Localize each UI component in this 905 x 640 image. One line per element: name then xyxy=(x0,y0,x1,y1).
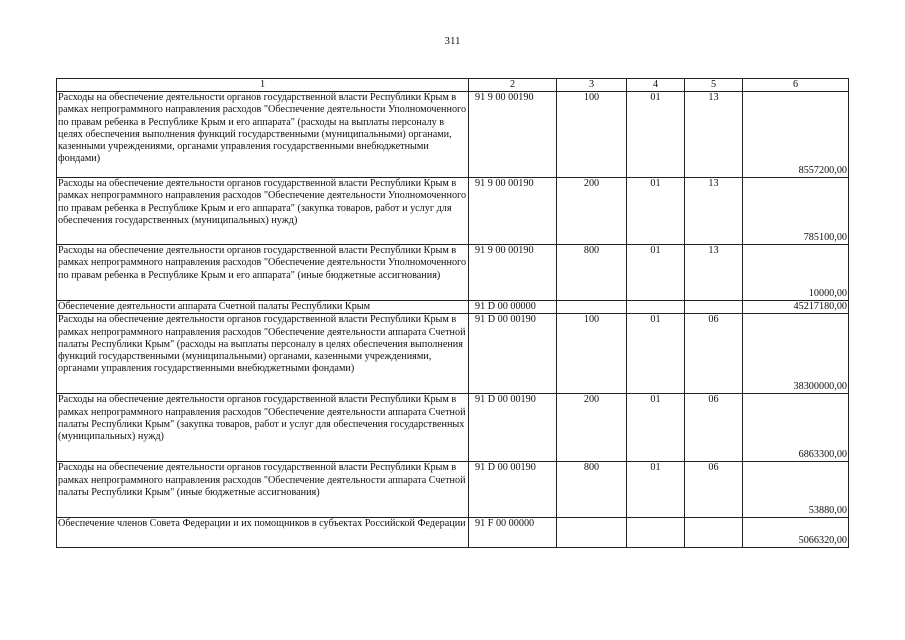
subsection-cell: 13 xyxy=(685,178,743,245)
target-code-cell: 91 D 00 00190 xyxy=(469,462,557,518)
header-cell: 1 xyxy=(57,79,469,92)
amount-cell: 10000,00 xyxy=(743,245,849,301)
section-cell: 01 xyxy=(627,462,685,518)
expense-type-cell xyxy=(557,301,627,314)
header-cell: 2 xyxy=(469,79,557,92)
table-row xyxy=(57,462,849,518)
target-code-cell: 91 D 00 00190 xyxy=(469,394,557,462)
header-cell: 6 xyxy=(743,79,849,92)
header-cell: 5 xyxy=(685,79,743,92)
target-code-cell: 91 9 00 00190 xyxy=(469,178,557,245)
target-code-cell: 91 9 00 00190 xyxy=(469,245,557,301)
amount-cell: 53880,00 xyxy=(743,462,849,518)
subsection-cell: 06 xyxy=(685,462,743,518)
section-cell: 01 xyxy=(627,178,685,245)
expense-name-cell: Обеспечение членов Совета Федерации и их помощников в субъектах Российской Федерации xyxy=(57,518,469,548)
amount-cell: 45217180,00 xyxy=(743,301,849,314)
target-code-cell: 91 D 00 00190 xyxy=(469,314,557,394)
table-header-row xyxy=(57,79,849,92)
expense-name-cell: Обеспечение деятельности аппарата Счетной палаты Республики Крым xyxy=(57,301,469,314)
table-row xyxy=(57,314,849,394)
expense-name-cell: Расходы на обеспечение деятельности органов государственной власти Республики Крым в рамках непрограммного направления расходов "Обеспечение деятельности аппарата Счетной палаты Республики Крым" (расходы на выплаты персоналу в целях обеспечения выполнения функций государственными (муниципальными) органами, казенными учреждениями, органами управления государственными внебюджетными фондами) xyxy=(57,314,469,394)
section-cell: 01 xyxy=(627,314,685,394)
section-cell: 01 xyxy=(627,92,685,178)
amount-cell: 785100,00 xyxy=(743,178,849,245)
budget-table xyxy=(56,78,849,548)
expense-name-cell: Расходы на обеспечение деятельности органов государственной власти Республики Крым в рамках непрограммного направления расходов "Обеспечение деятельности Уполномоченного по правам ребенка в Республике Крым и его аппарата" (закупка товаров, работ и услуг для обеспечения государственных (муниципальных) нужд) xyxy=(57,178,469,245)
expense-name-cell: Расходы на обеспечение деятельности органов государственной власти Республики Крым в рамках непрограммного направления расходов "Обеспечение деятельности аппарата Счетной палаты Республики Крым" (иные бюджетные ассигнования) xyxy=(57,462,469,518)
section-cell xyxy=(627,518,685,548)
amount-cell: 38300000,00 xyxy=(743,314,849,394)
section-cell xyxy=(627,301,685,314)
target-code-cell: 91 9 00 00190 xyxy=(469,92,557,178)
subsection-cell: 06 xyxy=(685,394,743,462)
expense-type-cell: 800 xyxy=(557,245,627,301)
amount-cell: 5066320,00 xyxy=(743,518,849,548)
subsection-cell: 06 xyxy=(685,314,743,394)
table-row xyxy=(57,301,849,314)
table-row xyxy=(57,178,849,245)
amount-cell: 8557200,00 xyxy=(743,92,849,178)
section-cell: 01 xyxy=(627,394,685,462)
expense-name-cell: Расходы на обеспечение деятельности органов государственной власти Республики Крым в рамках непрограммного направления расходов "Обеспечение деятельности Уполномоченного по правам ребенка в Республике Крым и его аппарата" (расходы на выплаты персоналу в целях обеспечения выполнения функций государственными (муниципальными) органами, казенными учреждениями, органами управления государственными внебюджетными фондами) xyxy=(57,92,469,178)
target-code-cell: 91 F 00 00000 xyxy=(469,518,557,548)
expense-type-cell: 100 xyxy=(557,314,627,394)
expense-type-cell: 200 xyxy=(557,394,627,462)
expense-type-cell: 200 xyxy=(557,178,627,245)
target-code-cell: 91 D 00 00000 xyxy=(469,301,557,314)
subsection-cell xyxy=(685,518,743,548)
table-row xyxy=(57,245,849,301)
table-row xyxy=(57,92,849,178)
subsection-cell xyxy=(685,301,743,314)
header-cell: 3 xyxy=(557,79,627,92)
expense-type-cell: 100 xyxy=(557,92,627,178)
section-cell: 01 xyxy=(627,245,685,301)
expense-type-cell xyxy=(557,518,627,548)
expense-name-cell: Расходы на обеспечение деятельности органов государственной власти Республики Крым в рамках непрограммного направления расходов "Обеспечение деятельности Уполномоченного по правам ребенка в Республике Крым и его аппарата" (иные бюджетные ассигнования) xyxy=(57,245,469,301)
table-row xyxy=(57,518,849,548)
subsection-cell: 13 xyxy=(685,92,743,178)
expense-type-cell: 800 xyxy=(557,462,627,518)
table-row xyxy=(57,394,849,462)
amount-cell: 6863300,00 xyxy=(743,394,849,462)
expense-name-cell: Расходы на обеспечение деятельности органов государственной власти Республики Крым в рамках непрограммного направления расходов "Обеспечение деятельности аппарата Счетной палаты Республики Крым" (закупка товаров, работ и услуг для обеспечения государственных (муниципальных) нужд) xyxy=(57,394,469,462)
page-number: 311 xyxy=(444,35,461,47)
header-cell: 4 xyxy=(627,79,685,92)
subsection-cell: 13 xyxy=(685,245,743,301)
